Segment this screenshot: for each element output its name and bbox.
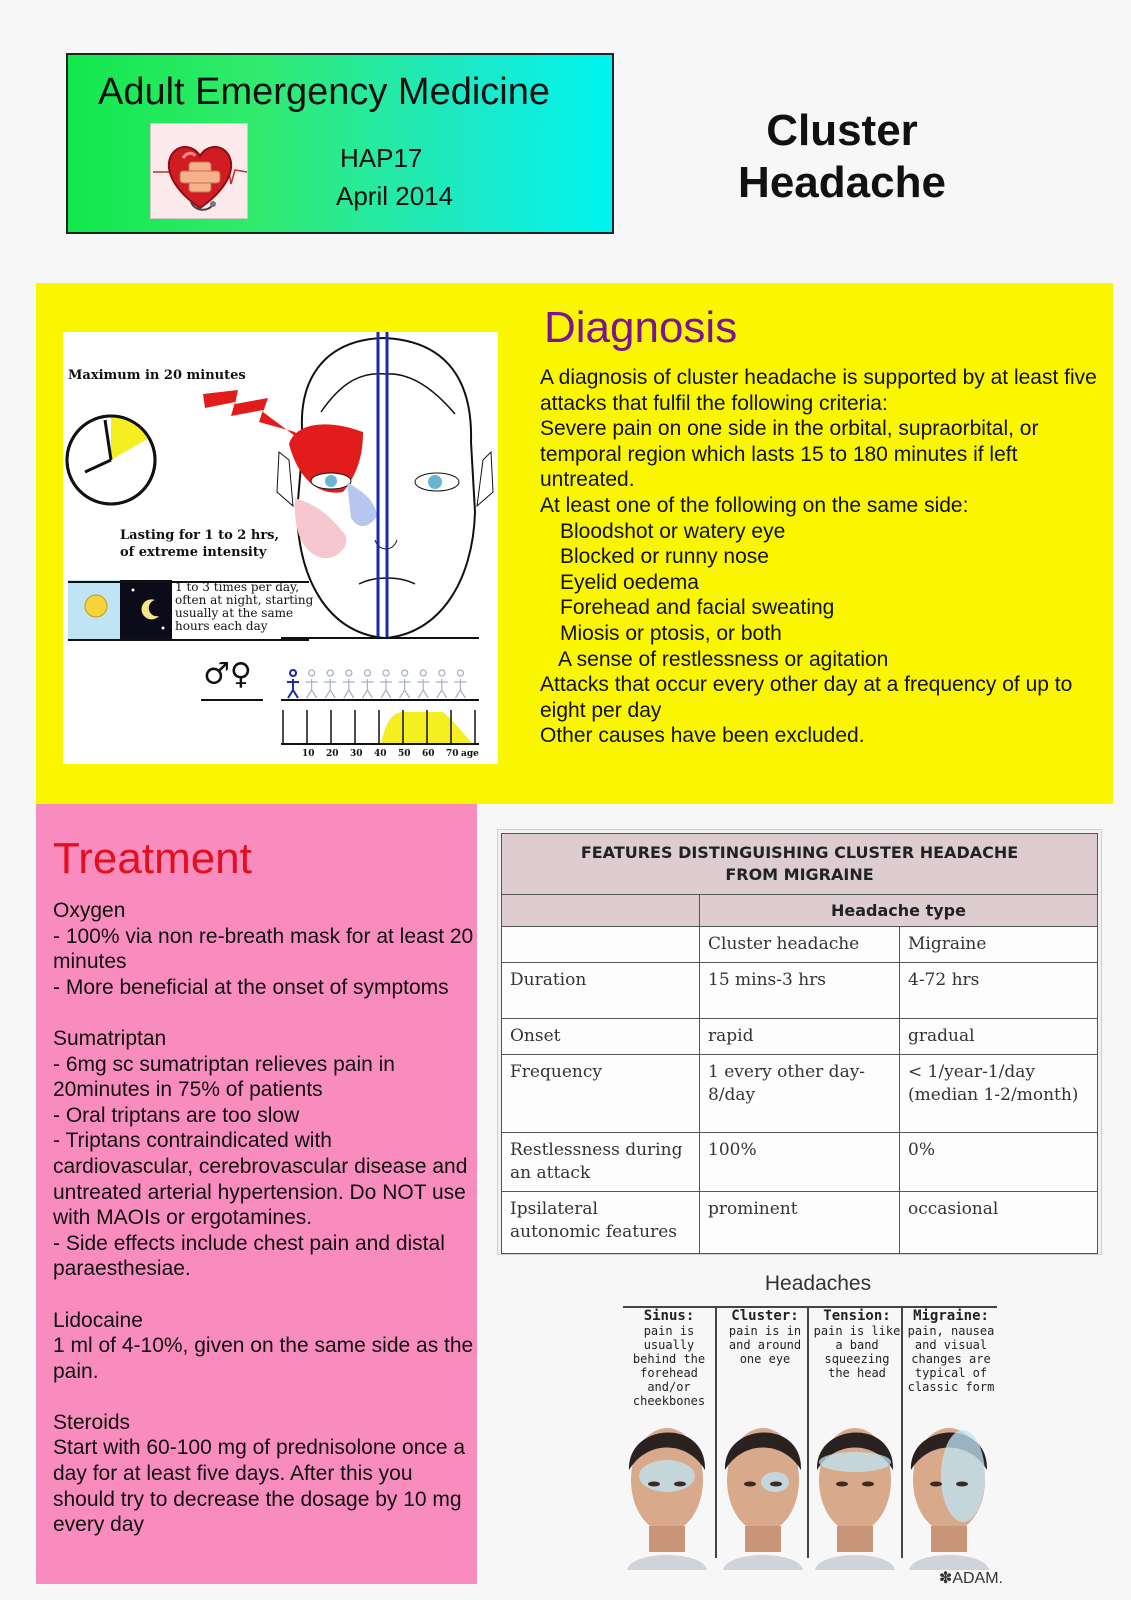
spacer: [53, 1384, 477, 1410]
table-cell-cluster: 1 every other day-8/day: [700, 1055, 900, 1133]
diagnosis-line: Attacks that occur every other day at a frequency of up to eight per day: [540, 673, 1073, 722]
table-cell-migraine: gradual: [900, 1019, 1098, 1055]
diagnosis-heading: Diagnosis: [544, 303, 738, 352]
table-cell-feature: Restlessness during an attack: [502, 1133, 700, 1192]
gender-symbols: ♂♀: [203, 657, 252, 692]
age-tick-label: 50: [398, 749, 411, 759]
people-row-icon: [287, 670, 466, 698]
headache-type-description: pain is in and around one eye: [728, 1324, 802, 1366]
table-row: [502, 1133, 1098, 1192]
label-lasting-1: Lasting for 1 to 2 hrs,: [120, 528, 280, 543]
treatment-line: - More beneficial at the onset of symptoms: [53, 975, 449, 999]
headache-types-figure: [623, 1272, 1013, 1592]
diagnosis-line: Blocked or runny nose: [560, 545, 769, 569]
heart-logo-icon: [150, 123, 248, 219]
table-cell-cluster: prominent: [700, 1192, 900, 1254]
table-col-migraine: Migraine: [900, 927, 1098, 963]
table-col-feature: [502, 927, 700, 963]
age-tick-label: 30: [350, 749, 363, 759]
head-illustrations: [623, 1272, 1013, 1592]
headaches-title: Headaches: [764, 1272, 872, 1295]
headache-type-name: Tension:: [823, 1308, 891, 1324]
age-tick-label: 40: [374, 749, 387, 759]
course-code: HAP17: [340, 143, 423, 173]
treatment-line: - 100% via non re-breath mask for at least 20 minutes: [53, 924, 474, 974]
diagnosis-criteria: [540, 365, 1105, 749]
title-line-2: Headache: [738, 158, 946, 207]
diagnosis-line: Severe pain on one side in the orbital, supraorbital, or temporal region which lasts 15 to 180 minutes if left untreated.: [540, 417, 1039, 492]
table-caption: [502, 834, 1098, 895]
diagnosis-line: At least one of the following on the same side:: [540, 493, 969, 517]
table-caption-line-1: FEATURES DISTINGUISHING CLUSTER HEADACHE: [580, 843, 1019, 862]
table-cell-cluster: rapid: [700, 1019, 900, 1055]
headache-type-name: Migraine:: [913, 1308, 989, 1324]
diagnosis-line: Bloodshot or watery eye: [560, 519, 786, 543]
label-times-2: often at night, starting: [175, 593, 314, 607]
headache-type-description: pain is like a band squeezing the head: [813, 1324, 901, 1380]
table-cell-cluster: 100%: [700, 1133, 900, 1192]
treatment-heading: Treatment: [53, 834, 252, 883]
age-tick-label: 60: [422, 749, 435, 759]
cluster-headache-illustration: [63, 332, 498, 764]
table-col-cluster: Cluster headache: [700, 927, 900, 963]
treatment-line: 1 ml of 4-10%, given on the same side as the pain.: [53, 1334, 474, 1383]
treatment-subheading: Lidocaine: [53, 1308, 143, 1332]
headache-type-description: pain, nausea and visual changes are typical of classic form: [907, 1324, 995, 1394]
table-blank-header: [502, 895, 700, 927]
head-migraine-icon: [909, 1428, 989, 1570]
label-times-3: usually at the same: [175, 606, 294, 620]
treatment-line: - Side effects include chest pain and distal paraesthesiae.: [53, 1231, 445, 1281]
table-cell-feature: Onset: [502, 1019, 700, 1055]
diagnosis-line: Eyelid oedema: [560, 570, 699, 594]
issue-date: April 2014: [336, 181, 454, 211]
diagnosis-line: A diagnosis of cluster headache is supported by at least five attacks that fulfil the following criteria:: [540, 366, 1097, 415]
label-maximum: Maximum in 20 minutes: [68, 368, 246, 383]
table-cell-migraine: 0%: [900, 1133, 1098, 1192]
table-row: [502, 963, 1098, 1019]
table-row: [502, 1192, 1098, 1254]
headache-type-name: Sinus:: [643, 1308, 695, 1324]
features-table: [501, 833, 1098, 1254]
page-title: [700, 105, 984, 209]
table-group-header: Headache type: [700, 895, 1098, 927]
treatment-line: Start with 60-100 mg of prednisolone once a day for at least five days. After this you should try to decrease the dosage by 10 mg every day: [53, 1436, 466, 1537]
age-axis-label: age: [461, 749, 479, 759]
head-tension-icon: [815, 1428, 895, 1570]
treatment-subheading: Sumatriptan: [53, 1026, 167, 1050]
title-line-1: Cluster: [766, 106, 918, 155]
label-lasting-2: of extreme intensity: [120, 545, 267, 560]
diagnosis-panel: [36, 283, 1113, 804]
age-distribution-chart: [281, 710, 479, 759]
diagnosis-line: Forehead and facial sweating: [560, 596, 835, 620]
table-cell-cluster: 15 mins-3 hrs: [700, 963, 900, 1019]
table-caption-line-2: FROM MIGRAINE: [725, 865, 874, 884]
table-row: [502, 1055, 1098, 1133]
org-title: Adult Emergency Medicine: [98, 71, 550, 113]
diagnosis-line: A sense of restlessness or agitation: [558, 647, 889, 671]
treatment-subheading: Oxygen: [53, 899, 126, 922]
table-row: [502, 1019, 1098, 1055]
headache-type-name: Cluster:: [731, 1308, 799, 1324]
spacer: [53, 1282, 477, 1308]
adam-credit: ✽ADAM.: [938, 1570, 1003, 1587]
table-cell-feature: Ipsilateral autonomic features: [502, 1192, 700, 1254]
head-sinus-icon: [627, 1428, 707, 1570]
age-tick-label: 70: [446, 749, 459, 759]
treatment-subheading: Steroids: [53, 1410, 131, 1434]
age-tick-label: 20: [326, 749, 339, 759]
label-times-4: hours each day: [175, 619, 268, 633]
treatment-line: - Oral triptans are too slow: [53, 1103, 300, 1127]
diagnosis-line: Other causes have been excluded.: [540, 724, 865, 748]
treatment-panel: [36, 804, 477, 1584]
treatment-line: - Triptans contraindicated with cardiovascular, cerebrovascular disease and untreated arterial hypertension. Do NOT use with MAOIs or ergotamines.: [53, 1129, 468, 1230]
table-cell-feature: Duration: [502, 963, 700, 1019]
treatment-line: - 6mg sc sumatriptan relieves pain in 20minutes in 75% of patients: [53, 1052, 395, 1102]
header-banner: [66, 53, 614, 234]
table-cell-feature: Frequency: [502, 1055, 700, 1133]
age-tick-label: 10: [302, 749, 315, 759]
treatment-body: [53, 898, 477, 1538]
features-table-figure: [497, 829, 1102, 1255]
spacer: [53, 1000, 477, 1026]
table-cell-migraine: occasional: [900, 1192, 1098, 1254]
table-cell-migraine: 4-72 hrs: [900, 963, 1098, 1019]
clock-icon: [67, 416, 155, 504]
credit-text: ADAM.: [952, 1570, 1003, 1587]
label-times-1: 1 to 3 times per day,: [175, 580, 300, 594]
headache-type-description: pain is usually behind the forehead and/or cheekbones: [632, 1324, 706, 1408]
diagnosis-line: Miosis or ptosis, or both: [560, 621, 782, 645]
head-cluster-icon: [723, 1428, 803, 1570]
table-cell-migraine: < 1/year-1/day (median 1-2/month): [900, 1055, 1098, 1133]
